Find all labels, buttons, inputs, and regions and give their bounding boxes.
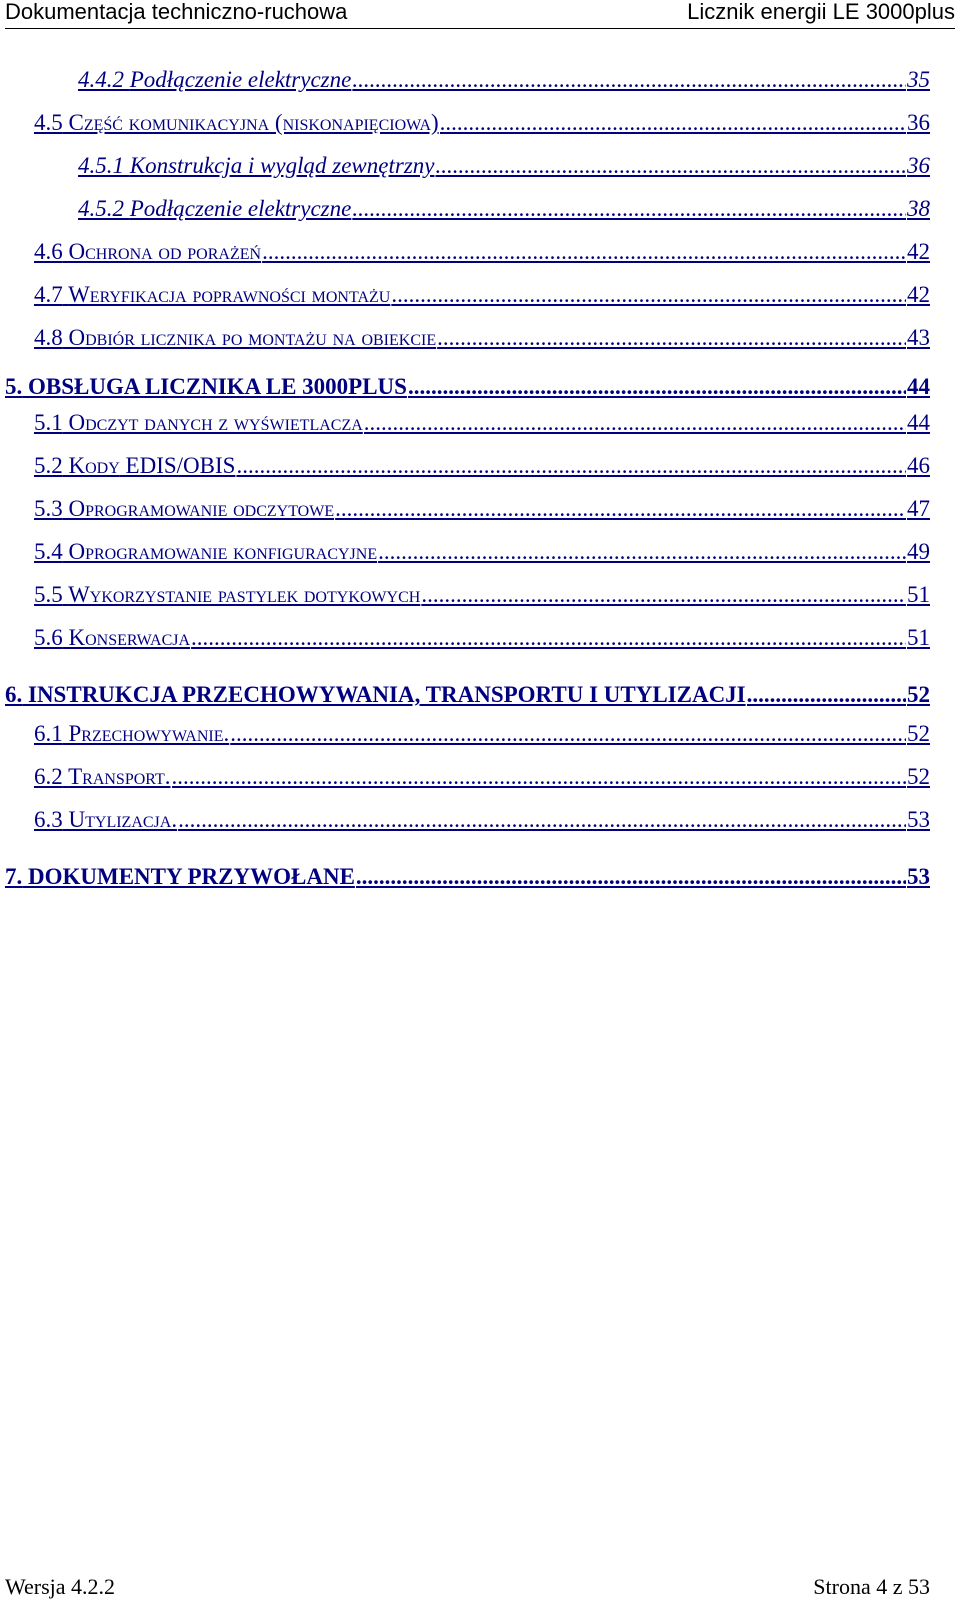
toc-entry-5-3[interactable] [34, 487, 930, 530]
toc-title: Oprogramowanie konfiguracyjne [68, 539, 378, 564]
toc-title: Wykorzystanie pastylek dotykowych [68, 582, 421, 607]
header-divider [5, 28, 955, 29]
toc-page: 43 [907, 325, 930, 350]
toc-title: Konserwacja [68, 625, 191, 650]
toc-entry-4-6[interactable] [34, 230, 930, 273]
toc-leader [747, 682, 906, 708]
toc-leader [364, 410, 906, 436]
toc-page: 47 [907, 496, 930, 521]
page-footer [5, 1574, 930, 1600]
toc-number: 5.5 [34, 582, 63, 607]
toc-title: Podłączenie elektryczne [129, 196, 352, 221]
toc-title: Odczyt danych z wyświetlacza [68, 410, 363, 435]
toc-entry-5-1[interactable] [34, 404, 930, 444]
toc-page: 52 [907, 721, 930, 746]
toc-number: 5.1 [34, 410, 63, 435]
toc-leader [262, 239, 906, 265]
toc-leader [440, 110, 906, 136]
toc-leader [352, 67, 906, 93]
product-name: Licznik energii LE 3000plus [687, 0, 955, 24]
toc-page: 44 [907, 410, 930, 435]
toc-number: 4.5 [34, 110, 63, 135]
toc-number: 4.4.2 [78, 67, 124, 92]
toc-leader [378, 539, 906, 565]
toc-title: Transport. [68, 764, 171, 789]
toc-title: Weryfikacja poprawności montażu [68, 282, 391, 307]
table-of-contents [0, 58, 960, 894]
toc-number: 5.4 [34, 539, 63, 564]
toc-entry-4-5-1[interactable] [78, 144, 930, 187]
toc-entry-6[interactable] [5, 659, 930, 712]
toc-leader [437, 325, 906, 351]
toc-entry-5-5[interactable] [34, 573, 930, 616]
toc-page: 36 [907, 153, 930, 178]
version-label: Wersja 4.2.2 [5, 1574, 116, 1599]
toc-page: 49 [907, 539, 930, 564]
toc-number: 6.3 [34, 807, 63, 832]
toc-number: 4.6 [34, 239, 63, 264]
toc-number: 4.8 [34, 325, 63, 350]
toc-title: Odbiór licznika po montażu na obiekcie [68, 325, 437, 350]
toc-leader [352, 196, 906, 222]
toc-leader [191, 625, 906, 651]
toc-entry-5[interactable] [5, 359, 930, 404]
toc-leader [421, 582, 906, 608]
toc-number: 4.7 [34, 282, 63, 307]
toc-page: 42 [907, 239, 930, 264]
toc-page: 53 [907, 864, 930, 889]
page-number: Strona 4 z 53 [813, 1574, 930, 1599]
toc-title: INSTRUKCJA PRZECHOWYWANIA, TRANSPORTU I UTYLIZACJI [28, 682, 746, 707]
toc-number: 7. [5, 864, 23, 889]
toc-title: Konstrukcja i wygląd zewnętrzny [129, 153, 435, 178]
toc-leader [356, 864, 906, 890]
toc-entry-5-6[interactable] [34, 616, 930, 659]
toc-number: 6.2 [34, 764, 63, 789]
toc-leader [230, 721, 906, 747]
toc-page: 38 [907, 196, 930, 221]
toc-page: 53 [907, 807, 930, 832]
toc-title: Ochrona od porażeń [68, 239, 262, 264]
toc-page: 51 [907, 582, 930, 607]
toc-title: Część komunikacyjna (niskonapięciowa) [68, 110, 439, 135]
toc-entry-4-8[interactable] [34, 316, 930, 359]
toc-leader [335, 496, 906, 522]
toc-title: Kody EDIS/OBIS [68, 453, 236, 478]
toc-title: Oprogramowanie odczytowe [68, 496, 335, 521]
toc-number: 5. [5, 374, 23, 399]
toc-entry-6-3[interactable] [34, 798, 930, 841]
toc-page: 46 [907, 453, 930, 478]
toc-page: 36 [907, 110, 930, 135]
toc-entry-4-5[interactable] [34, 101, 930, 144]
toc-entry-4-4-2[interactable] [78, 58, 930, 101]
toc-number: 4.5.1 [78, 153, 124, 178]
toc-entry-5-2[interactable] [34, 444, 930, 487]
toc-entry-6-2[interactable] [34, 755, 930, 798]
toc-title: Utylizacja. [68, 807, 178, 832]
toc-number: 4.5.2 [78, 196, 124, 221]
toc-entry-4-5-2[interactable] [78, 187, 930, 230]
toc-page: 44 [907, 374, 930, 399]
toc-entry-6-1[interactable] [34, 712, 930, 755]
toc-leader [236, 453, 906, 479]
toc-number: 5.3 [34, 496, 63, 521]
toc-page: 52 [907, 764, 930, 789]
toc-leader [172, 764, 906, 790]
toc-title: DOKUMENTY PRZYWOŁANE [28, 864, 355, 889]
toc-leader [435, 153, 906, 179]
toc-page: 51 [907, 625, 930, 650]
toc-leader [391, 282, 906, 308]
toc-entry-5-4[interactable] [34, 530, 930, 573]
toc-leader [408, 374, 906, 400]
document-title: Dokumentacja techniczno-ruchowa [5, 0, 348, 24]
toc-number: 6. [5, 682, 23, 707]
page-header [5, 0, 955, 28]
toc-title: OBSŁUGA LICZNIKA LE 3000PLUS [28, 374, 407, 399]
toc-number: 6.1 [34, 721, 63, 746]
toc-entry-7[interactable] [5, 841, 930, 894]
toc-number: 5.2 [34, 453, 63, 478]
toc-leader [178, 807, 906, 833]
toc-number: 5.6 [34, 625, 63, 650]
toc-title: Podłączenie elektryczne [129, 67, 352, 92]
toc-page: 52 [907, 682, 930, 707]
toc-page: 42 [907, 282, 930, 307]
toc-title: Przechowywanie. [68, 721, 230, 746]
toc-page: 35 [907, 67, 930, 92]
toc-entry-4-7[interactable] [34, 273, 930, 316]
